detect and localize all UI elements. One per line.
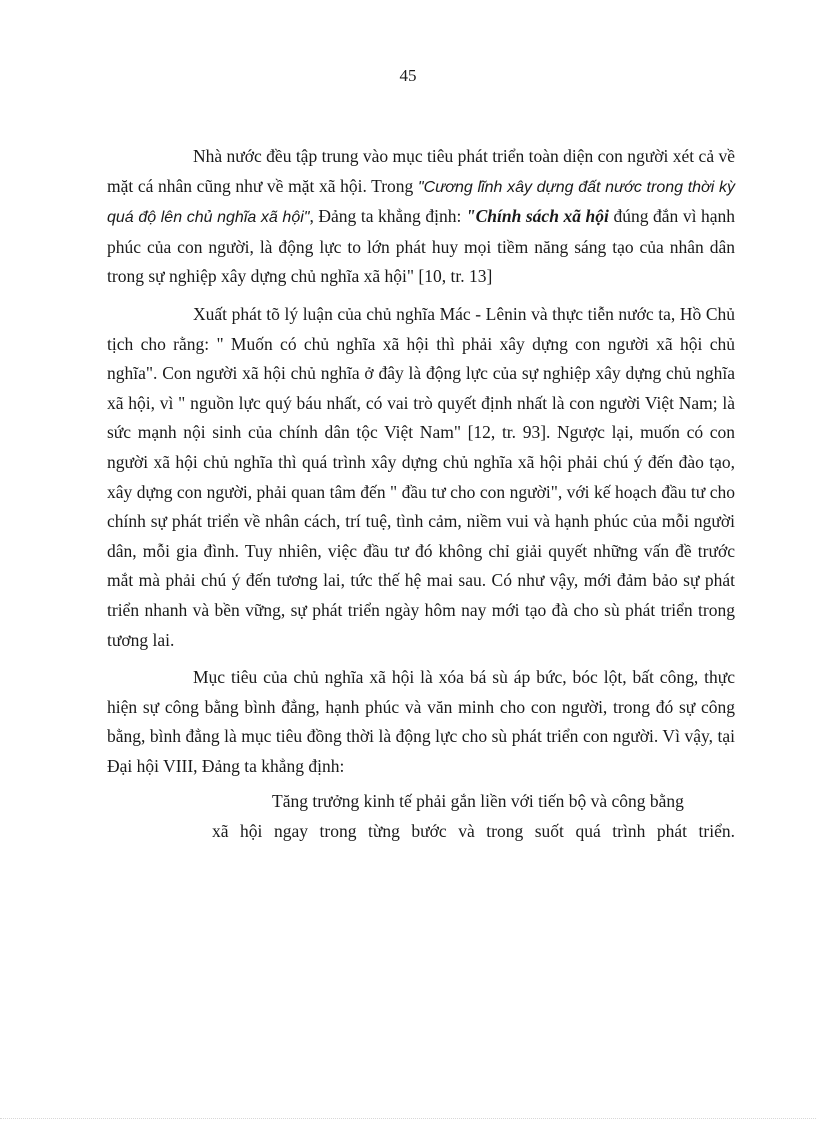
- paragraph-3: Mục tiêu của chủ nghĩa xã hội là xóa bá sù áp bức, bóc lột, bất công, thực hiện sự công bằng bình đẳng, hạnh phúc và văn minh cho con người, trong đó sự công bằng, bình đẳng là mục tiêu đồng thời là động lực cho sù phát triển con người. Vì vậy, tại Đại hội VIII, Đảng ta khẳng định:: [107, 667, 735, 776]
- block-quote: [212, 787, 735, 846]
- paragraph-1-emphasis: "Chính sách xã hội: [465, 206, 609, 227]
- paragraph-1-text-c: , Đảng ta khẳng định:: [309, 206, 466, 227]
- block-quote-line-1: Tăng trưởng kinh tế phải gắn liền với tiến bộ và công bằng: [272, 791, 684, 812]
- page-bottom-border: [0, 1118, 816, 1119]
- paragraph-1-text-e: đúng đắn vì hạnh phúc của con người, là động lực to lớn phát huy mọi tiềm năng sáng tạo của nhân dân trong sự nghiệp xây dựng chủ nghĩa xã hội" [10, tr. 13]: [107, 206, 735, 287]
- paragraph-1-text-a: Nhà nước đều tập trung vào mục tiêu phát triển toàn diện con người xét cả về mặt cá nhân cũng như về mặt xã hội. Trong: [107, 146, 735, 196]
- paragraph-1-citation-title: "Cương lĩnh xây dựng đất nước trong thời kỳ quá độ lên chủ nghĩa xã hội": [107, 178, 735, 227]
- document-body: [107, 142, 735, 847]
- paragraph-2: Xuất phát tõ lý luận của chủ nghĩa Mác - Lênin và thực tiễn nước ta, Hồ Chủ tịch cho rằng: " Muốn có chủ nghĩa xã hội thì phải xây dựng con người xã hội chủ nghĩa". Con người xã hội chủ nghĩa ở đây là động lực của sự nghiệp xây dựng chủ nghĩa xã hội, vì " nguồn lực quý báu nhất, có vai trò quyết định nhất là con người Việt Nam; là sức mạnh nội sinh của chính dân tộc Việt Nam" [12, tr. 93]. Ngược lại, muốn có con người xã hội chủ nghĩa thì quá trình xây dựng chủ nghĩa xã hội phải chú ý đến đào tạo, xây dựng con người, phải quan tâm đến " đầu tư cho con người", với kế hoạch đầu tư cho chính sự phát triển về nhân cách, trí tuệ, tình cảm, niềm vui và hạnh phúc của mỗi người dân, mỗi gia đình. Tuy nhiên, việc đầu tư đó không chỉ giải quyết những vấn đề trước mắt mà phải chú ý đến tương lai, tức thế hệ mai sau. Có như vậy, mới đảm bảo sự phát triển nhanh và bền vững, sự phát triển ngày hôm nay mới tạo đà cho sù phát triển trong tương lai.: [107, 303, 735, 650]
- paragraph-1: [107, 142, 735, 292]
- page-number: 45: [399, 66, 417, 85]
- block-quote-line-2: xã hội ngay trong từng bước và trong suốt quá trình phát triển.: [212, 821, 735, 842]
